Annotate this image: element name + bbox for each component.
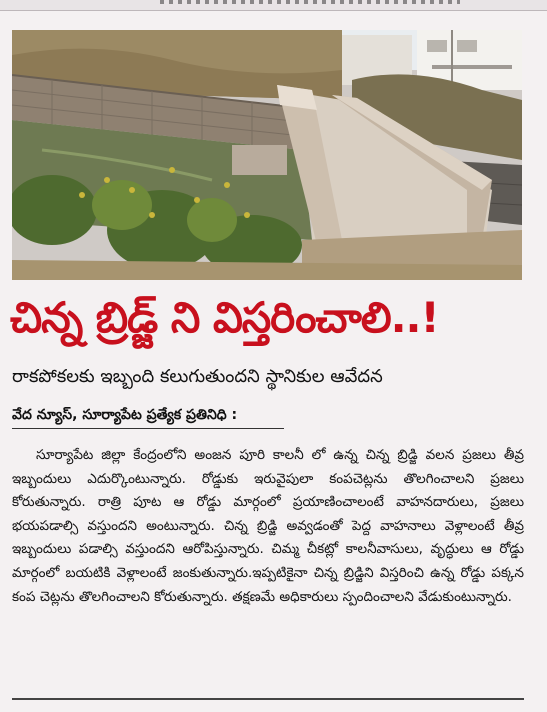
- bridge-photo-illustration: [12, 30, 522, 280]
- byline: వేద న్యూస్, సూర్యాపేట ప్రత్యేక ప్రతినిధి :: [12, 407, 238, 423]
- article-body: సూర్యాపేట జిల్లా కేంద్రంలోని అంజన పూరి కాలనీ లో ఉన్న చిన్న బ్రిడ్జి వలన ప్రజలు తీవ్ర ఇబ్బందులు ఎదుర్కొంటున్నారు. రోడ్డుకు ఇరువైపులా కంపచెట్లను తొలగించాలని ప్రజలు కోరుతున్నారు. రాత్రి పూట ఆ రోడ్డు మార్గంలో ప్రయాణించాలంటే వాహనదారులు, ప్రజలు భయపడాల్సి వస్తుందని అంటున్నారు. చిన్న బ్రిడ్జి అవ్వడంతో పెద్ద వాహనాలు వెళ్లాలంటే తీవ్ర ఇబ్బందులు పడాల్సి వస్తుందని ఆరోపిస్తున్నారు. చిమ్మ చీకట్లో కాలనీవాసులు, వృద్ధులు ఆ రోడ్డు మార్గంలో బయటికి వెళ్లాలంటే జంకుతున్నారు.ఇప్పటికైనా చిన్న బ్రిడ్జిని విస్తరించి ఉన్న రోడ్డు పక్కన కంప చెట్లను తొలగించాలని కోరుతున్నారు. తక్షణమే అధికారులు స్పందించాలని వేడుకుంటున్నారు.: [12, 447, 524, 605]
- bridge-photo: [12, 30, 522, 280]
- cut-off-text-fragment: [160, 0, 460, 4]
- headline: చిన్న బ్రిడ్జ్ ని విస్తరించాలి..!: [10, 293, 439, 342]
- bottom-divider: [12, 698, 524, 700]
- previous-article-edge: [0, 0, 547, 11]
- subheadline: రాకపోకలకు ఇబ్బంది కలుగుతుందని స్థానికుల ఆవేదన: [12, 366, 383, 387]
- byline-underline: [12, 428, 284, 429]
